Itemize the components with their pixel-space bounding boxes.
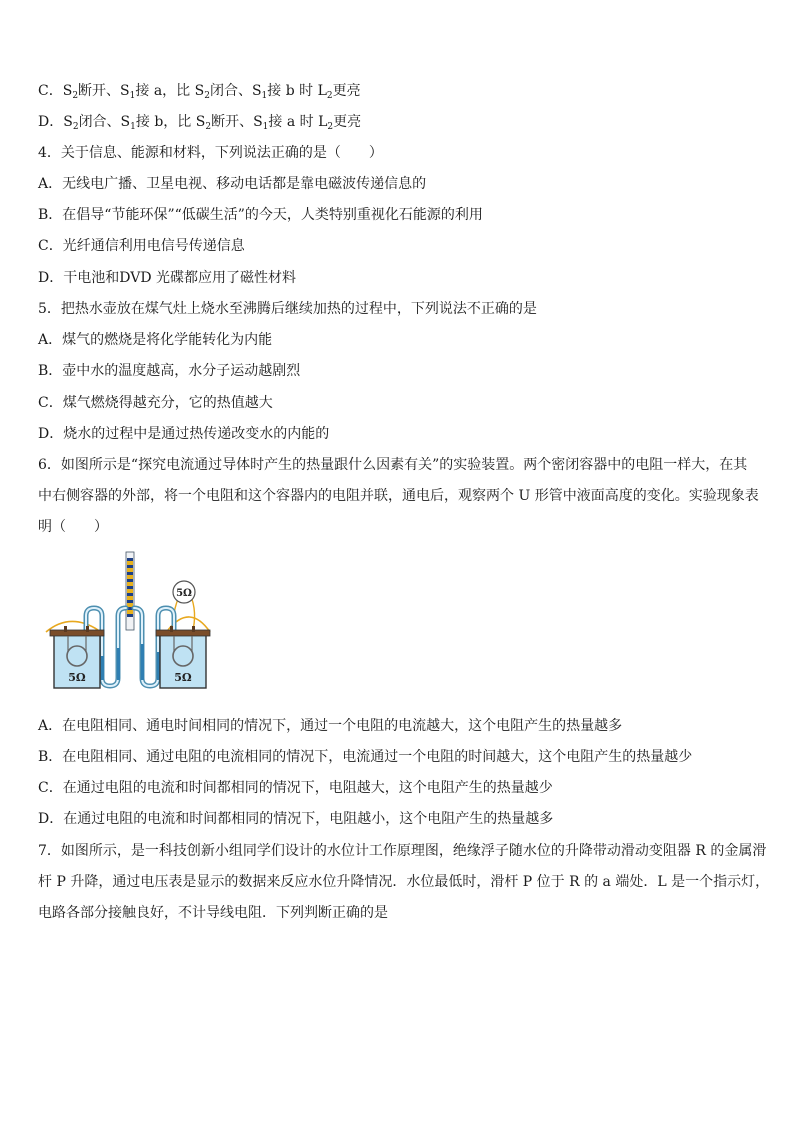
liquid-column bbox=[117, 648, 120, 680]
q3-option-d bbox=[38, 112, 361, 137]
text-seg: 断开、S bbox=[211, 114, 263, 130]
q6-stem-line-2: 中右侧容器的外部，将一个电阻和这个容器内的电阻并联，通电后，观察两个 U 形管中液面高度的变化。实验现象表 bbox=[38, 488, 759, 504]
subscript: 2 bbox=[72, 91, 79, 101]
joule-heating-apparatus-figure bbox=[40, 548, 230, 693]
q4-stem: 4．关于信息、能源和材料，下列说法正确的是（ ） bbox=[38, 145, 383, 161]
liquid-column bbox=[101, 656, 104, 680]
text-seg: 更亮 bbox=[332, 83, 361, 99]
left-resistor-label: 5Ω bbox=[68, 671, 86, 684]
q7-stem-line-2: 杆 P 升降，通过电压表是显示的数据来反应水位升降情况．水位最低时，滑杆 P 位于 R 的 a 端处．L 是一个指示灯， bbox=[38, 874, 770, 890]
text-seg: D．S bbox=[38, 114, 73, 130]
subscript: 1 bbox=[129, 91, 136, 101]
text-seg: 更亮 bbox=[333, 114, 362, 130]
q7-stem-line-3: 电路各部分接触良好，不计导线电阻．下列判断正确的是 bbox=[38, 905, 388, 921]
subscript: 1 bbox=[262, 122, 269, 132]
text-seg: 闭合、S bbox=[209, 83, 262, 99]
q5-option-d: D．烧水的过程中是通过热传递改变水的内能的 bbox=[38, 426, 330, 442]
text-seg: 接 b，比 S bbox=[135, 114, 206, 130]
q6-option-c: C．在通过电阻的电流和时间都相同的情况下，电阻越大，这个电阻产生的热量越少 bbox=[38, 780, 553, 796]
q4-option-c: C．光纤通信利用电信号传递信息 bbox=[38, 238, 245, 254]
text-seg: 断开、S bbox=[78, 83, 130, 99]
q4-option-a: A．无线电广播、卫星电视、移动电话都是靠电磁波传递信息的 bbox=[38, 176, 427, 192]
q7-stem-line-1: 7．如图所示，是一科技创新小组同学们设计的水位计工作原理图，绝缘浮子随水位的升降带动滑动变阻器 R 的金属滑 bbox=[38, 843, 767, 859]
subscript: 1 bbox=[130, 122, 136, 132]
q4-option-b: B．在倡导“节能环保”“低碳生活”的今天，人类特别重视化石能源的利用 bbox=[38, 207, 483, 223]
subscript: 2 bbox=[326, 91, 333, 101]
q6-option-a: A．在电阻相同、通电时间相同的情况下，通过一个电阻的电流越大，这个电阻产生的热量越多 bbox=[38, 718, 623, 734]
q5-option-b: B．壶中水的温度越高，水分子运动越剧烈 bbox=[38, 363, 301, 379]
q6-option-d: D．在通过电阻的电流和时间都相同的情况下，电阻越小，这个电阻产生的热量越多 bbox=[38, 811, 554, 827]
q6-stem-line-1: 6．如图所示是“探究电流通过导体时产生的热量跟什么因素有关”的实验装置。两个密闭容器中的电阻一样大，在其 bbox=[38, 457, 748, 473]
q4-option-d: D．干电池和DVD 光碟都应用了磁性材料 bbox=[38, 270, 296, 286]
text-seg: C．S bbox=[38, 83, 73, 99]
subscript: 1 bbox=[261, 91, 268, 101]
q6-stem-line-3: 明（ ） bbox=[38, 519, 108, 535]
outer-resistor-label: 5Ω bbox=[176, 588, 192, 599]
text-seg: 接 a 时 L bbox=[268, 114, 328, 130]
subscript: 2 bbox=[205, 122, 212, 132]
q5-stem: 5．把热水壶放在煤气灶上烧水至沸腾后继续加热的过程中，下列说法不正确的是 bbox=[38, 301, 537, 317]
right-resistor-label: 5Ω bbox=[174, 671, 192, 684]
liquid-column bbox=[141, 644, 144, 680]
text-seg: 接 b 时 L bbox=[267, 83, 327, 99]
q5-option-c: C．煤气燃烧得越充分，它的热值越大 bbox=[38, 395, 273, 411]
q3-option-c bbox=[38, 81, 361, 106]
q5-option-a: A．煤气的燃烧是将化学能转化为内能 bbox=[38, 332, 273, 348]
left-container-lid bbox=[50, 630, 104, 636]
q6-option-b: B．在电阻相同、通过电阻的电流相同的情况下，电流通过一个电阻的时间越大，这个电阻产生的热量越少 bbox=[38, 749, 693, 765]
subscript: 2 bbox=[204, 91, 210, 101]
text-seg: 闭合、S bbox=[78, 114, 131, 130]
subscript: 2 bbox=[72, 122, 79, 132]
text-seg: 接 a，比 S bbox=[135, 83, 205, 99]
subscript: 2 bbox=[327, 122, 334, 132]
right-container-lid bbox=[156, 630, 210, 636]
